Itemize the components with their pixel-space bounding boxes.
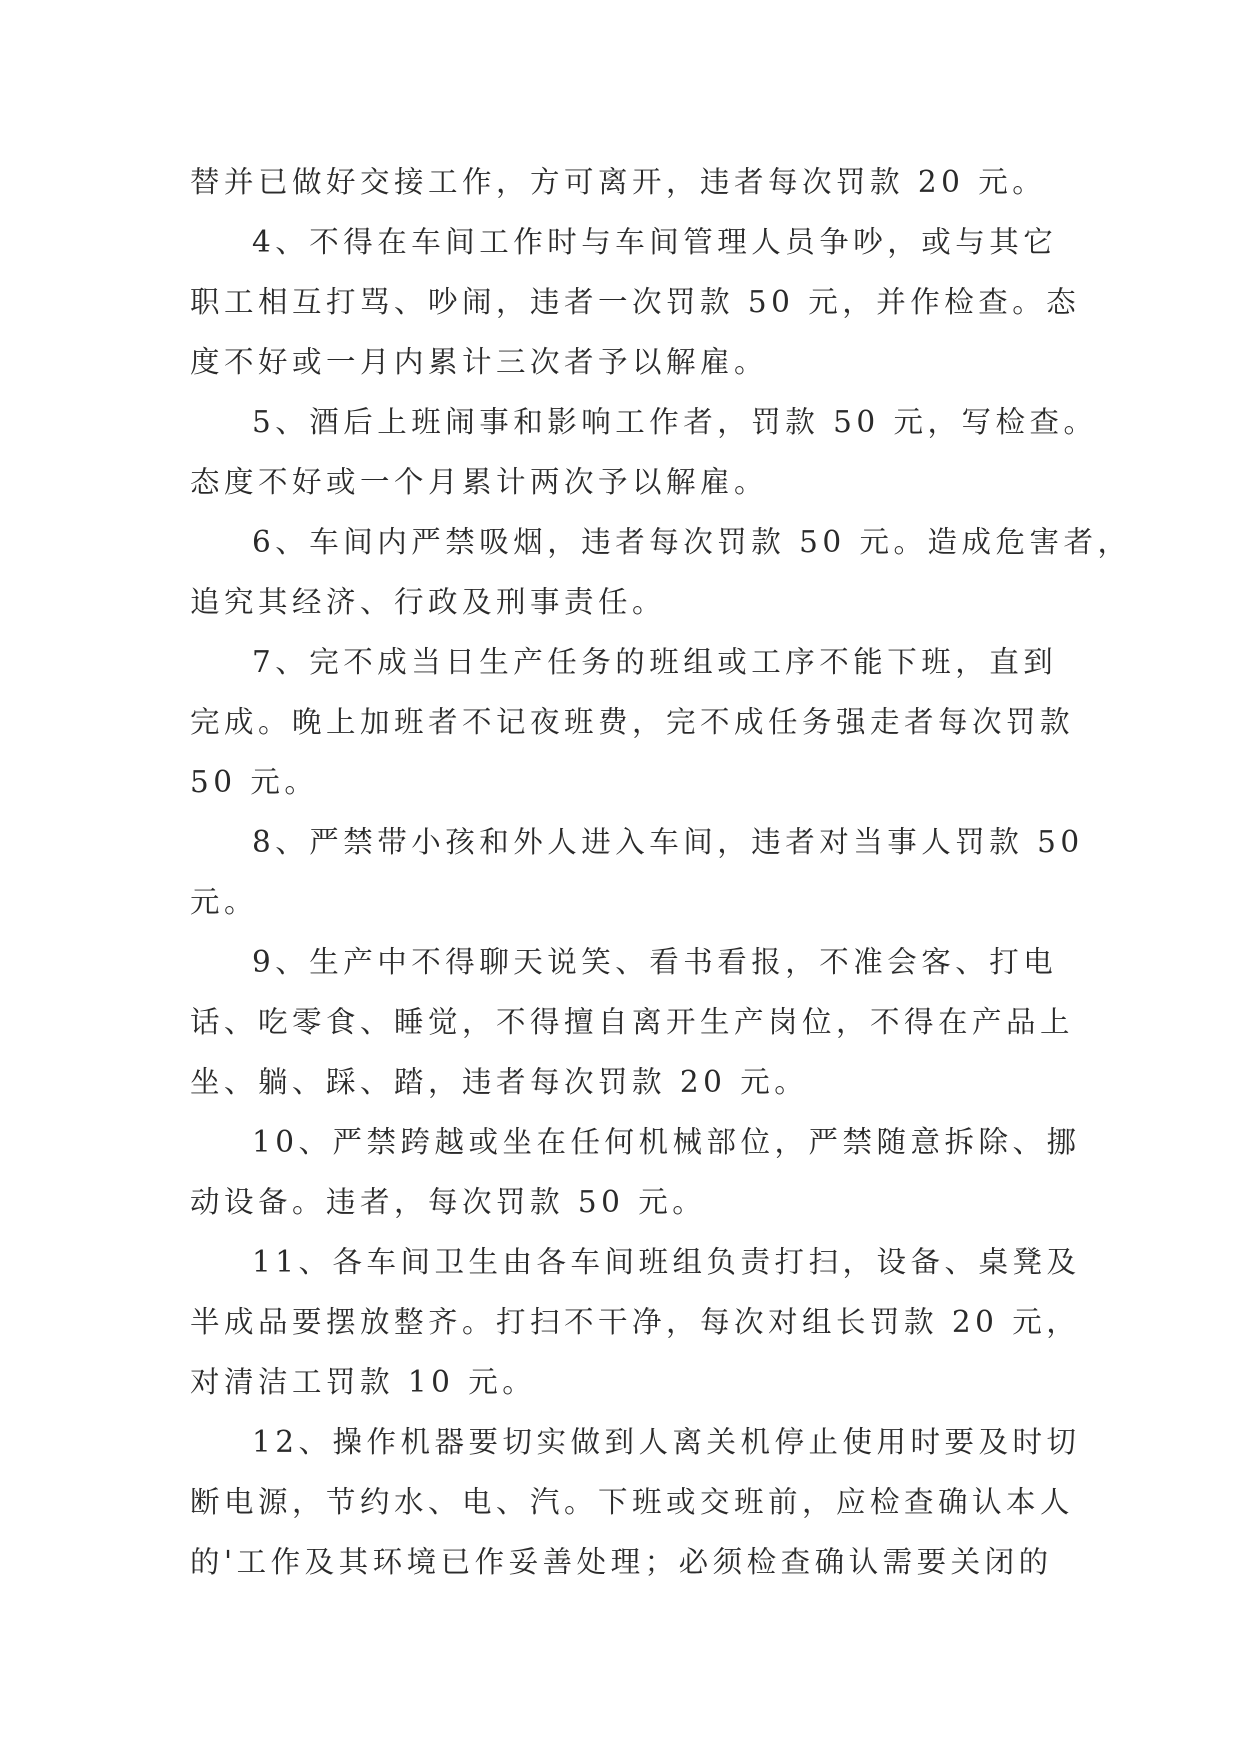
text-line: 态度不好或一个月累计两次予以解雇。	[190, 465, 769, 499]
text-line: 对清洁工罚款 10 元。	[190, 1365, 537, 1399]
text-line: 动设备。违者，每次罚款 50 元。	[190, 1185, 707, 1219]
paragraph-p12	[190, 1412, 1081, 1592]
text-line: 职工相互打骂、吵闹，违者一次罚款 50 元，并作检查。态	[190, 285, 1081, 319]
paragraph-p5	[190, 392, 1098, 512]
text-line: 半成品要摆放整齐。打扫不干净，每次对组长罚款 20 元，	[190, 1305, 1081, 1339]
text-line: 5、酒后上班闹事和影响工作者，罚款 50 元，写检查。	[252, 405, 1098, 439]
text-line: 8、严禁带小孩和外人进入车间，违者对当事人罚款 50	[252, 825, 1084, 859]
paragraph-p7	[190, 632, 1075, 812]
paragraph-p11	[190, 1232, 1081, 1412]
text-line: 坐、躺、踩、踏，违者每次罚款 20 元。	[190, 1065, 809, 1099]
text-line: 9、生产中不得聊天说笑、看书看报，不准会客、打电	[252, 945, 1058, 979]
text-line: 断电源，节约水、电、汽。下班或交班前，应检查确认本人	[190, 1485, 1075, 1519]
text-line: 替并已做好交接工作，方可离开，违者每次罚款 20 元。	[190, 165, 1047, 199]
text-line: 的'工作及其环境已作妥善处理；必须检查确认需要关闭的	[190, 1545, 1053, 1579]
text-line: 追究其经济、行政及刑事责任。	[190, 585, 667, 619]
text-line: 度不好或一月内累计三次者予以解雇。	[190, 345, 769, 379]
paragraph-p10	[190, 1112, 1081, 1232]
text-line: 元。	[190, 885, 259, 919]
paragraph-p6	[190, 512, 1132, 632]
text-line: 10、严禁跨越或坐在任何机械部位，严禁随意拆除、挪	[252, 1125, 1081, 1159]
text-line: 完成。晚上加班者不记夜班费，完不成任务强走者每次罚款	[190, 705, 1075, 739]
text-line: 50 元。	[190, 765, 319, 799]
paragraph-p4	[190, 212, 1081, 392]
document-body	[190, 152, 1132, 1592]
text-line: 12、操作机器要切实做到人离关机停止使用时要及时切	[252, 1425, 1081, 1459]
text-line: 4、不得在车间工作时与车间管理人员争吵，或与其它	[252, 225, 1058, 259]
text-line: 话、吃零食、睡觉，不得擅自离开生产岗位，不得在产品上	[190, 1005, 1075, 1039]
paragraph-p8	[190, 812, 1084, 932]
text-line: 6、车间内严禁吸烟，违者每次罚款 50 元。造成危害者，	[252, 525, 1132, 559]
paragraph-p9	[190, 932, 1075, 1112]
paragraph-p3-cont	[190, 152, 1050, 212]
text-line: 11、各车间卫生由各车间班组负责打扫，设备、桌凳及	[252, 1245, 1081, 1279]
text-line: 7、完不成当日生产任务的班组或工序不能下班，直到	[252, 645, 1058, 679]
